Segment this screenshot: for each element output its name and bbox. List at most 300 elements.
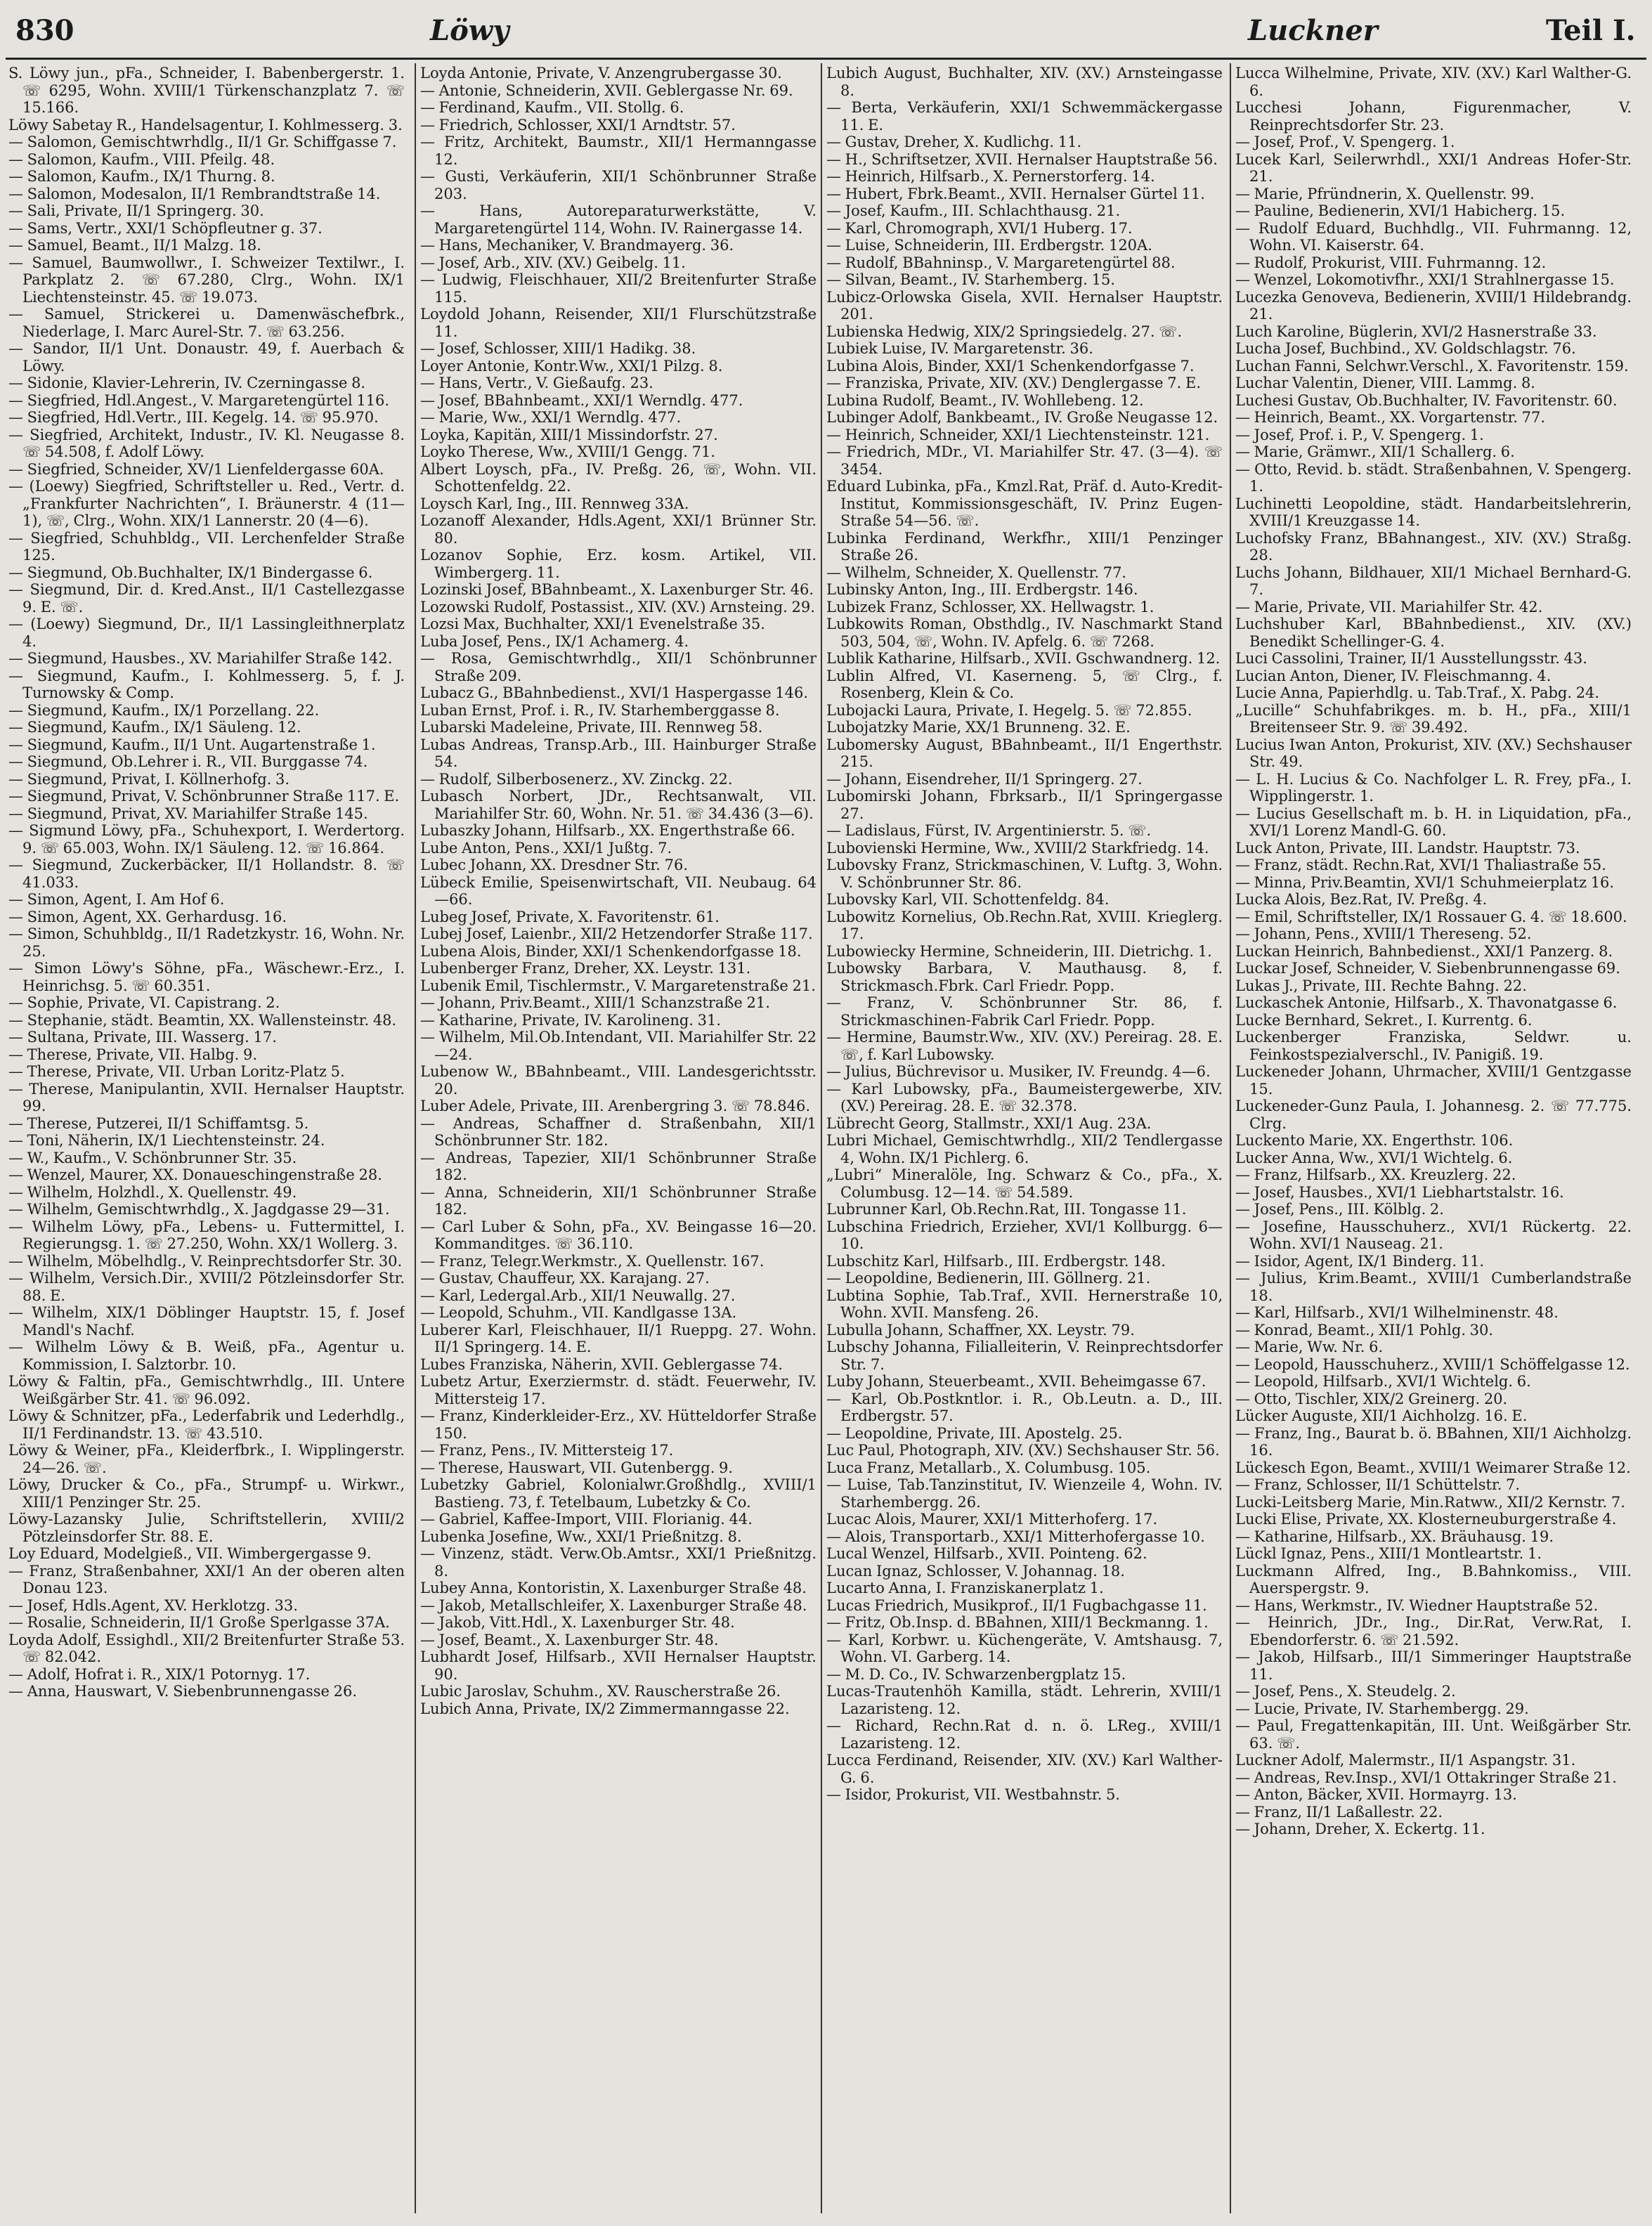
directory-entry: — Sali, Private, II/1 Springerg. 30. — [8, 202, 264, 219]
directory-entry: Luban Ernst, Prof. i. R., IV. Starhemberggasse 8. — [420, 701, 780, 719]
directory-entry: — Rudolf, Prokurist, VIII. Fuhrmanng. 12. — [1235, 254, 1547, 271]
directory-entry: — Friedrich, Schlosser, XXI/1 Arndtstr. 57. — [420, 116, 736, 134]
directory-entry: Lubinger Adolf, Bankbeamt., IV. Große Neugasse 12. — [826, 409, 1218, 426]
directory-entry: Loysch Karl, Ing., III. Rennweg 33A. — [420, 495, 689, 512]
directory-entry: Lubenik Emil, Tischlermstr., V. Margaretenstraße 21. — [420, 977, 816, 994]
directory-entry: — Hans, Autoreparaturwerkstätte, V. Margaretengürtel 114, Wohn. IV. Rainergasse 14. — [420, 202, 817, 237]
directory-entry: — Samuel, Baumwollwr., I. Schweizer Textilwr., I. Parkplatz 2. ☏ 67.280, Clrg., Wohn. IX/1 Liechtensteinstr. 45. ☏ 19.073. — [8, 254, 405, 306]
directory-entry: Lubojatzky Marie, XX/1 Brunneng. 32. E. — [826, 719, 1131, 736]
directory-entry: Lucal Wenzel, Hilfsarb., XVII. Pointeng. 62. — [826, 1545, 1147, 1562]
directory-entry: — Friedrich, MDr., VI. Mariahilfer Str. 47. (3—4). ☏ 3454. — [826, 443, 1223, 478]
directory-entry: Lubovienski Hermine, Ww., XVIII/2 Starkfriedg. 14. — [826, 839, 1209, 857]
directory-entry: — Franziska, Private, XIV. (XV.) Denglergasse 7. E. — [826, 375, 1201, 391]
directory-entry: — (Loewy) Siegmund, Dr., II/1 Lassingleithnerplatz 4. — [8, 616, 405, 650]
directory-entry: — Rudolf Eduard, Buchhdlg., VII. Fuhrmanng. 12, Wohn. VI. Kaiserstr. 64. — [1235, 219, 1632, 254]
directory-entry: Lucker Anna, Ww., XVI/1 Wichtelg. 6. — [1235, 1149, 1513, 1166]
directory-entry: — Therese, Private, VII. Urban Loritz-Platz 5. — [8, 1063, 345, 1080]
directory-entry: — L. H. Lucius & Co. Nachfolger L. R. Frey, pFa., I. Wipplingerstr. 1. — [1235, 770, 1632, 805]
directory-entry: Lucius Iwan Anton, Prokurist, XIV. (XV.) Sechshauser Str. 49. — [1235, 736, 1632, 770]
directory-entry: Loyko Therese, Ww., XVIII/1 Gengg. 71. — [420, 443, 716, 460]
directory-entry: — Lucie, Private, IV. Starhembergg. 29. — [1235, 1700, 1529, 1717]
directory-entry: Lubey Anna, Kontoristin, X. Laxenburger Straße 48. — [420, 1580, 807, 1596]
directory-entry: — Konrad, Beamt., XII/1 Pohlg. 30. — [1235, 1321, 1494, 1339]
directory-entry: — Anna, Schneiderin, XII/1 Schönbrunner Straße 182. — [420, 1183, 817, 1218]
directory-entry: — Samuel, Strickerei u. Damenwäschefbrk., Niederlage, I. Marc Aurel-Str. 7. ☏ 63.256. — [8, 306, 405, 340]
directory-entry: Lubic Jaroslav, Schuhm., XV. Rauscherstraße 26. — [420, 1683, 781, 1700]
directory-entry: Lubetzky Gabriel, Kolonialwr.Großhdlg., XVIII/1 Bastieng. 73, f. Tetelbaum, Lubetzky & Co. — [420, 1476, 817, 1511]
directory-entry: Luberer Karl, Fleischhauer, II/1 Rueppg. 27. Wohn. II/1 Springerg. 14. E. — [420, 1321, 817, 1355]
directory-entry: Lubhardt Josef, Hilfsarb., XVII Hernalser Hauptstr. 90. — [420, 1648, 817, 1683]
entry-column-3 — [826, 65, 1223, 2213]
column-divider — [821, 63, 822, 2213]
directory-entry: — Karl, Ledergal.Arb., XII/1 Neuwallg. 27. — [420, 1287, 736, 1304]
directory-entry: — Hans, Werkmstr., IV. Wiedner Hauptstraße 52. — [1235, 1596, 1599, 1614]
directory-entry: Lucke Bernhard, Sekret., I. Kurrentg. 6. — [1235, 1011, 1533, 1029]
directory-entry: — H., Schriftsetzer, XVII. Hernalser Hauptstraße 56. — [826, 150, 1218, 168]
directory-entry: Lubicz-Orlowska Gisela, XVII. Hernalser Hauptstr. 201. — [826, 288, 1223, 323]
directory-entry: Luck Anton, Private, III. Landstr. Hauptstr. 73. — [1235, 839, 1580, 857]
directory-entry: — Rudolf, BBahninsp., V. Margaretengürtel 88. — [826, 254, 1176, 271]
directory-entry: — Anton, Bäcker, XVII. Hormayrg. 13. — [1235, 1786, 1517, 1803]
directory-entry: — Wilhelm, Schneider, X. Quellenstr. 77. — [826, 564, 1127, 581]
directory-entry: — Siegmund, Privat, XV. Mariahilfer Straße 145. — [8, 805, 368, 822]
directory-entry: — Salomon, Kaufm., VIII. Pfeilg. 48. — [8, 150, 275, 168]
directory-entry: Lubasch Norbert, JDr., Rechtsanwalt, VII. Mariahilfer Str. 60, Wohn. Nr. 51. ☏ 34.436 (3—6). — [420, 788, 817, 822]
directory-entry: Luc Paul, Photograph, XIV. (XV.) Sechshauser Str. 56. — [826, 1442, 1220, 1459]
directory-entry: Lubiek Luise, IV. Margaretenstr. 36. — [826, 340, 1093, 357]
directory-entry: — Heinrich, Schneider, XXI/1 Liechtensteinstr. 121. — [826, 426, 1210, 443]
directory-entry: Luchinetti Leopoldine, städt. Handarbeitslehrerin, XVIII/1 Kreuzgasse 14. — [1235, 495, 1632, 529]
directory-entry: Löwy & Schnitzer, pFa., Lederfabrik und Lederhdlg., II/1 Ferdinandstr. 13. ☏ 43.510. — [8, 1407, 405, 1442]
directory-entry: — Rosa, Gemischtwrhdlg., XII/1 Schönbrunner Straße 209. — [420, 650, 817, 684]
directory-entry: Lubtina Sophie, Tab.Traf., XVII. Hernerstraße 10, Wohn. XVII. Mansfeng. 26. — [826, 1287, 1223, 1321]
directory-entry: — Josef, Pens., III. Kölblg. 2. — [1235, 1201, 1444, 1218]
directory-entry: Lubulla Johann, Schaffner, XX. Leystr. 79. — [826, 1321, 1135, 1339]
directory-entry: — Gabriel, Kaffee-Import, VIII. Florianig. 44. — [420, 1511, 753, 1528]
directory-entry: Lucezka Genoveva, Bedienerin, XVIII/1 Hildebrandg. 21. — [1235, 288, 1632, 323]
directory-entry: Lozanov Sophie, Erz. kosm. Artikel, VII. Wimbergerg. 11. — [420, 547, 817, 581]
directory-entry: — Gustav, Chauffeur, XX. Karajang. 27. — [420, 1270, 710, 1287]
directory-entry: — Sidonie, Klavier-Lehrerin, IV. Czerningasse 8. — [8, 375, 366, 391]
directory-entry: — Johann, Dreher, X. Eckertg. 11. — [1235, 1821, 1485, 1837]
entry-column-2 — [420, 65, 817, 2213]
directory-entry: Lozowski Rudolf, Postassist., XIV. (XV.) Arnsteing. 29. — [420, 598, 815, 616]
directory-entry: — Wilhelm, Versich.Dir., XVIII/2 Pötzleinsdorfer Str. 88. E. — [8, 1270, 405, 1304]
directory-entry: Lubri Michael, Gemischtwrhdlg., XII/2 Tendlergasse 4, Wohn. IX/1 Pichlerg. 6. — [826, 1132, 1223, 1166]
directory-entry: Luchs Johann, Bildhauer, XII/1 Michael Bernhard-G. 7. — [1235, 564, 1632, 598]
directory-entry: — Richard, Rechn.Rat d. n. ö. LReg., XVIII/1 Lazaristeng. 12. — [826, 1717, 1223, 1752]
directory-entry: — Franz, Schlosser, II/1 Schüttelstr. 7. — [1235, 1476, 1521, 1493]
directory-entry: Lucan Ignaz, Schlosser, V. Johannag. 18. — [826, 1562, 1125, 1580]
directory-entry: Lubschy Johanna, Filialleiterin, V. Reinprechtsdorfer Str. 7. — [826, 1339, 1223, 1373]
directory-entry: — Siegmund, Hausbes., XV. Mariahilfer Straße 142. — [8, 650, 393, 667]
directory-entry: Luckar Josef, Schneider, V. Siebenbrunnengasse 69. — [1235, 960, 1620, 977]
directory-entry: S. Löwy jun., pFa., Schneider, I. Babenbergerstr. 1. ☏ 6295, Wohn. XVIII/1 Türkenschanzplatz 7. ☏ 15.166. — [8, 65, 405, 116]
directory-entry: — Simon, Schuhbldg., II/1 Radetzkystr. 16, Wohn. Nr. 25. — [8, 925, 405, 960]
directory-entry: — Karl, Hilfsarb., XVI/1 Wilhelminenstr. 48. — [1235, 1304, 1559, 1321]
directory-entry: Luckmann Alfred, Ing., B.Bahnkomiss., VIII. Auerspergstr. 9. — [1235, 1562, 1632, 1596]
directory-entry: — Johann, Pens., XVIII/1 Thereseng. 52. — [1235, 925, 1532, 942]
directory-entry: Lucas Friedrich, Musikprof., II/1 Fugbachgasse 11. — [826, 1596, 1207, 1614]
directory-entry: — W., Kaufm., V. Schönbrunner Str. 35. — [8, 1149, 297, 1166]
directory-entry: — Fritz, Architekt, Baumstr., XII/1 Hermanngasse 12. — [420, 134, 817, 168]
directory-entry: Lubizek Franz, Schlosser, XX. Hellwagstr. 1. — [826, 598, 1155, 616]
directory-entry: Lucki-Leitsberg Marie, Min.Ratww., XII/2 Kernstr. 7. — [1235, 1493, 1625, 1511]
directory-entry: — Wenzel, Lokomotivfhr., XXI/1 Strahlnergasse 15. — [1235, 271, 1615, 288]
directory-entry: — Siegmund, Privat, I. Köllnerhofg. 3. — [8, 770, 290, 788]
directory-entry: — Julius, Krim.Beamt., XVIII/1 Cumberlandstraße 18. — [1235, 1270, 1632, 1304]
directory-entry: — Fritz, Ob.Insp. d. BBahnen, XIII/1 Beckmanng. 1. — [826, 1614, 1209, 1631]
directory-entry: — Leopold, Hausschuherz., XVIII/1 Schöffelgasse 12. — [1235, 1355, 1630, 1373]
directory-entry: — Salomon, Modesalon, II/1 Rembrandtstraße 14. — [8, 185, 381, 202]
right-catchword: Luckner — [1248, 14, 1378, 47]
directory-entry: — Josef, Prof., V. Spengerg. 1. — [1235, 134, 1455, 150]
directory-entry: — Paul, Fregattenkapitän, III. Unt. Weißgärber Str. 63. ☏. — [1235, 1717, 1632, 1752]
directory-entry: — Marie, Ww. Nr. 6. — [1235, 1339, 1384, 1355]
directory-entry: — Franz, Kinderkleider-Erz., XV. Hütteldorfer Straße 150. — [420, 1407, 817, 1442]
directory-entry: — Wilhelm, Gemischtwrhdlg., X. Jagdgasse 29—31. — [8, 1201, 390, 1218]
directory-entry: — Franz, Straßenbahner, XXI/1 An der oberen alten Donau 123. — [8, 1562, 405, 1596]
directory-entry: Lucie Anna, Papierhdlg. u. Tab.Traf., X. Pabg. 24. — [1235, 684, 1600, 701]
directory-entry: — Siegmund, Kaufm., II/1 Unt. Augartenstraße 1. — [8, 736, 376, 753]
directory-entry: — Karl Lubowsky, pFa., Baumeistergewerbe, XIV. (XV.) Pereirag. 28. E. ☏ 32.378. — [826, 1080, 1223, 1114]
directory-entry: — Siegmund, Dir. d. Kred.Anst., II/1 Castellezgasse 9. E. ☏. — [8, 581, 405, 616]
directory-entry: — Hubert, Fbrk.Beamt., XVII. Hernalser Gürtel 11. — [826, 185, 1205, 202]
directory-entry: — Ludwig, Fleischhauer, XII/2 Breitenfurter Straße 115. — [420, 271, 817, 306]
directory-entry: — Josef, Arb., XIV. (XV.) Geibelg. 11. — [420, 254, 686, 271]
directory-entry: — Franz, Hilfsarb., XX. Kreuzlerg. 22. — [1235, 1166, 1516, 1183]
entry-column-4 — [1235, 65, 1632, 2213]
directory-entry: Luca Franz, Metallarb., X. Columbusg. 105. — [826, 1459, 1151, 1476]
page-header — [0, 0, 1652, 58]
directory-entry: — Minna, Priv.Beamtin, XVI/1 Schuhmeierplatz 16. — [1235, 873, 1615, 891]
directory-entry: Lucca Ferdinand, Reisender, XIV. (XV.) Karl Walther-G. 6. — [826, 1752, 1223, 1786]
directory-entry: Loydold Johann, Reisender, XII/1 Flurschützstraße 11. — [420, 306, 817, 340]
directory-entry: — Leopoldine, Bedienerin, III. Göllnerg. 21. — [826, 1270, 1151, 1287]
directory-entry: Löwy, Drucker & Co., pFa., Strumpf- u. Wirkwr., XIII/1 Penzinger Str. 25. — [8, 1476, 405, 1511]
directory-entry: — Ferdinand, Kaufm., VII. Stollg. 6. — [420, 99, 684, 116]
directory-entry: — Wenzel, Maurer, XX. Donaueschingenstraße 28. — [8, 1166, 382, 1183]
directory-entry: — Heinrich, Beamt., XX. Vorgartenstr. 77. — [1235, 409, 1546, 426]
directory-entry: Luber Adele, Private, III. Arenbergring 3. ☏ 78.846. — [420, 1098, 811, 1114]
directory-entry: — Franz, Ing., Baurat b. ö. BBahnen, XII/1 Aichholzg. 16. — [1235, 1424, 1632, 1459]
directory-entry: Löwy Sabetay R., Handelsagentur, I. Kohlmesserg. 3. — [8, 116, 403, 134]
directory-entry: — Sophie, Private, VI. Capistrang. 2. — [8, 994, 280, 1011]
directory-entry: Luchshuber Karl, BBahnbedienst., XIV. (XV.) Benedikt Schellinger-G. 4. — [1235, 616, 1632, 650]
directory-entry: — Siegmund, Kaufm., IX/1 Porzellang. 22. — [8, 701, 320, 719]
directory-entry: Lubich August, Buchhalter, XIV. (XV.) Arnsteingasse 8. — [826, 65, 1223, 99]
directory-entry: — Salomon, Gemischtwrhdlg., II/1 Gr. Schiffgasse 7. — [8, 134, 397, 150]
directory-entry: Lubkowits Roman, Obsthdlg., IV. Naschmarkt Stand 503, 504, ☏, Wohn. IV. Apfelg. 6. ☏ 7268. — [826, 616, 1223, 650]
directory-entry: — Stephanie, städt. Beamtin, XX. Wallensteinstr. 48. — [8, 1011, 397, 1029]
directory-entry: — Karl, Ob.Postkntlor. i. R., Ob.Leutn. a. D., III. Erdbergstr. 57. — [826, 1390, 1223, 1424]
directory-entry: Lukas J., Private, III. Rechte Bahng. 22. — [1235, 977, 1527, 994]
directory-entry: — Katharine, Hilfsarb., XX. Bräuhausg. 19. — [1235, 1528, 1554, 1545]
directory-entry: — Siegmund, Kaufm., IX/1 Säuleng. 12. — [8, 719, 301, 736]
directory-entry: — Heinrich, JDr., Ing., Dir.Rat, Verw.Rat, I. Ebendorferstr. 6. ☏ 21.592. — [1235, 1614, 1632, 1648]
directory-entry: Lubowsky Barbara, V. Mauthausg. 8, f. Strickmasch.Fbrk. Carl Friedr. Popp. — [826, 960, 1223, 994]
directory-entry: Lubienska Hedwig, XIX/2 Springsiedelg. 27. ☏. — [826, 323, 1183, 340]
directory-entry: — Therese, Manipulantin, XVII. Hernalser Hauptstr. 99. — [8, 1080, 405, 1114]
directory-entry: — Siegmund, Ob.Buchhalter, IX/1 Bindergasse 6. — [8, 564, 373, 581]
directory-entry: — Josef, Hausbes., XVI/1 Liebhartstalstr. 16. — [1235, 1183, 1564, 1201]
directory-entry: — Lucius Gesellschaft m. b. H. in Liquidation, pFa., XVI/1 Lorenz Mandl-G. 60. — [1235, 805, 1632, 839]
directory-entry: Loyda Adolf, Essighdl., XII/2 Breitenfurter Straße 53. ☏ 82.042. — [8, 1631, 405, 1665]
directory-entry: Lubina Alois, Binder, XXI/1 Schenkendorfgasse 7. — [826, 357, 1195, 375]
directory-entry: — Sams, Vertr., XXI/1 Schöpfleutner g. 37. — [8, 219, 323, 237]
directory-entry: Lubacz G., BBahnbedienst., XVI/1 Haspergasse 146. — [420, 684, 809, 701]
directory-entry: — Jakob, Hilfsarb., III/1 Simmeringer Hauptstraße 11. — [1235, 1648, 1632, 1683]
directory-entry: — Franz, V. Schönbrunner Str. 86, f. Strickmaschinen-Fabrik Carl Friedr. Popp. — [826, 994, 1223, 1029]
directory-entry: — Ladislaus, Fürst, IV. Argentinierstr. 5. ☏. — [826, 822, 1152, 839]
directory-entry: — Salomon, Kaufm., IX/1 Thurng. 8. — [8, 168, 275, 185]
directory-entry: Luckeneder-Gunz Paula, I. Johannesg. 2. ☏ 77.775. Clrg. — [1235, 1098, 1632, 1132]
directory-entry: Lückl Ignaz, Pens., XIII/1 Montleartstr. 1. — [1235, 1545, 1542, 1562]
directory-entry: Luckenberger Franziska, Seldwr. u. Feinkostspezialverschl., IV. Panigiß. 19. — [1235, 1029, 1632, 1063]
directory-entry: — Josef, Prof. i. P., V. Spengerg. 1. — [1235, 426, 1484, 443]
directory-entry: Lübeck Emilie, Speisenwirtschaft, VII. Neubaug. 64—66. — [420, 873, 817, 908]
directory-entry: Lubenow W., BBahnbeamt., VIII. Landesgerichtsstr. 20. — [420, 1063, 817, 1098]
directory-entry: — Julius, Büchrevisor u. Musiker, IV. Freundg. 4—6. — [826, 1063, 1211, 1080]
directory-entry: Lubenka Josefine, Ww., XXI/1 Prießnitzg. 8. — [420, 1528, 742, 1545]
directory-entry: — Siegfried, Schuhbldg., VII. Lerchenfelder Straße 125. — [8, 529, 405, 564]
directory-entry: Lucek Karl, Seilerwrhdl., XXI/1 Andreas Hofer-Str. 21. — [1235, 150, 1632, 185]
directory-entry: — M. D. Co., IV. Schwarzenbergplatz 15. — [826, 1665, 1126, 1683]
directory-entry: — Hans, Mechaniker, V. Brandmayerg. 36. — [420, 237, 734, 254]
directory-entry: — Adolf, Hofrat i. R., XIX/1 Potornyg. 17. — [8, 1665, 311, 1683]
directory-entry: — Marie, Ww., XXI/1 Werndlg. 477. — [420, 409, 682, 426]
directory-entry: — Marie, Private, VII. Mariahilfer Str. 42. — [1235, 598, 1543, 616]
directory-entry: Lucac Alois, Maurer, XXI/1 Mitterhoferg. 17. — [826, 1511, 1158, 1528]
directory-entry: Löwy-Lazansky Julie, Schriftstellerin, XVIII/2 Pötzleinsdorfer Str. 88. E. — [8, 1511, 405, 1545]
directory-entry: — Josef, Beamt., X. Laxenburger Str. 48. — [420, 1631, 719, 1648]
directory-entry: Lozsi Max, Buchhalter, XXI/1 Evenelstraße 35. — [420, 616, 765, 632]
directory-entry: Loyda Antonie, Private, V. Anzengrubergasse 30. — [420, 65, 782, 82]
directory-entry: Lucchesi Johann, Figurenmacher, V. Reinprechtsdorfer Str. 23. — [1235, 99, 1632, 134]
directory-entry: — Josef, Kaufm., III. Schlachthausg. 21. — [826, 202, 1121, 219]
directory-entry: Luchofsky Franz, BBahnangest., XIV. (XV.) Straßg. 28. — [1235, 529, 1632, 564]
directory-entry: — Silvan, Beamt., IV. Starhemberg. 15. — [826, 271, 1116, 288]
directory-entry: — Antonie, Schneiderin, XVII. Geblergasse Nr. 69. — [420, 82, 793, 99]
directory-entry: Lubinka Ferdinand, Werkfhr., XIII/1 Penzinger Straße 26. — [826, 529, 1223, 564]
directory-entry: Lubschina Friedrich, Erzieher, XVI/1 Kollburgg. 6—10. — [826, 1218, 1223, 1252]
directory-entry: — Anna, Hauswart, V. Siebenbrunnengasse 26. — [8, 1683, 358, 1700]
directory-entry: Eduard Lubinka, pFa., Kmzl.Rat, Präf. d. Auto-Kredit-Institut, Kommissionsgeschäft, IV. Prinz Eugen-Straße 54—56. ☏. — [826, 478, 1223, 529]
directory-entry: — Andreas, Schaffner d. Straßenbahn, XII/1 Schönbrunner Str. 182. — [420, 1114, 817, 1149]
directory-entry: — Siegfried, Hdl.Vertr., III. Kegelg. 14. ☏ 95.970. — [8, 409, 379, 426]
directory-entry: Luckner Adolf, Malermstr., II/1 Aspangstr. 31. — [1235, 1752, 1576, 1769]
directory-entry: — Berta, Verkäuferin, XXI/1 Schwemmäckergasse 11. E. — [826, 99, 1223, 134]
directory-entry: — Jakob, Vitt.Hdl., X. Laxenburger Str. 48. — [420, 1614, 735, 1631]
directory-entry: Lube Anton, Pens., XXI/1 Jußtg. 7. — [420, 839, 672, 857]
directory-entry: — Jakob, Metallschleifer, X. Laxenburger Straße 48. — [420, 1596, 807, 1614]
directory-entry: Luchesi Gustav, Ob.Buchhalter, IV. Favoritenstr. 60. — [1235, 391, 1618, 409]
directory-entry: Lubomersky August, BBahnbeamt., II/1 Engerthstr. 215. — [826, 736, 1223, 770]
directory-entry: — Luise, Tab.Tanzinstitut, IV. Wienzeile 4, Wohn. IV. Starhembergg. 26. — [826, 1476, 1223, 1511]
directory-entry: — Franz, II/1 Laßallestr. 22. — [1235, 1803, 1443, 1821]
directory-entry: — Otto, Tischler, XIX/2 Greinerg. 20. — [1235, 1390, 1508, 1407]
directory-entry: — Emil, Schriftsteller, IX/1 Rossauer G. 4. ☏ 18.600. — [1235, 908, 1627, 925]
directory-entry: — Siegmund, Zuckerbäcker, II/1 Hollandstr. 8. ☏ 41.033. — [8, 857, 405, 891]
directory-entry: Lubetz Artur, Exerziermstr. d. städt. Feuerwehr, IV. Mittersteig 17. — [420, 1373, 817, 1407]
directory-entry: Lubinsky Anton, Ing., III. Erdbergstr. 146. — [826, 581, 1138, 598]
directory-entry: — Josef, Hdls.Agent, XV. Herklotzg. 33. — [8, 1596, 298, 1614]
directory-entry: Lucas-Trautenhöh Kamilla, städt. Lehrerin, XVIII/1 Lazaristeng. 12. — [826, 1683, 1223, 1717]
directory-entry: — Josefine, Hausschuherz., XVI/1 Rückertg. 22. Wohn. XVI/1 Nauseag. 21. — [1235, 1218, 1632, 1252]
directory-entry: Lubina Rudolf, Beamt., IV. Wohllebeng. 12. — [826, 391, 1144, 409]
directory-entry: Lubaszky Johann, Hilfsarb., XX. Engerthstraße 66. — [420, 822, 795, 839]
directory-entry: — Wilhelm, Mil.Ob.Intendant, VII. Mariahilfer Str. 22—24. — [420, 1029, 817, 1063]
directory-entry: — Leopold, Hilfsarb., XVI/1 Wichtelg. 6. — [1235, 1373, 1531, 1390]
directory-entry: Luci Cassolini, Trainer, II/1 Ausstellungsstr. 43. — [1235, 650, 1587, 667]
directory-entry: — Rudolf, Silberbosenerz., XV. Zinckg. 22. — [420, 770, 733, 788]
directory-entry: — Katharine, Private, IV. Karolineng. 31. — [420, 1011, 722, 1029]
directory-entry: Lubarski Madeleine, Private, III. Rennweg 58. — [420, 719, 763, 736]
directory-entry: Lubes Franziska, Näherin, XVII. Geblergasse 74. — [420, 1355, 783, 1373]
directory-entry: Luch Karoline, Büglerin, XVI/2 Hasnerstraße 33. — [1235, 323, 1597, 340]
directory-entry: — Isidor, Agent, IX/1 Binderg. 11. — [1235, 1252, 1485, 1270]
directory-entry: Lucca Wilhelmine, Private, XIV. (XV.) Karl Walther-G. 6. — [1235, 65, 1632, 99]
directory-entry: — Karl, Chromograph, XVI/1 Huberg. 17. — [826, 219, 1133, 237]
directory-entry: Löwy & Faltin, pFa., Gemischtwrhdlg., III. Untere Weißgärber Str. 41. ☏ 96.092. — [8, 1373, 405, 1407]
directory-entry: Lozanoff Alexander, Hdls.Agent, XXI/1 Brünner Str. 80. — [420, 512, 817, 547]
part-label: Teil I. — [1546, 14, 1636, 47]
directory-entry: Lublin Alfred, VI. Kaserneng. 5, ☏ Clrg., f. Rosenberg, Klein & Co. — [826, 667, 1223, 701]
directory-entry: — Josef, Pens., X. Steudelg. 2. — [1235, 1683, 1456, 1700]
left-catchword: Löwy — [430, 14, 509, 47]
directory-entry: Lucian Anton, Diener, IV. Fleischmanng. 4. — [1235, 667, 1552, 684]
directory-entry: — Samuel, Beamt., II/1 Malzg. 18. — [8, 237, 261, 254]
directory-entry: Lubec Johann, XX. Dresdner Str. 76. — [420, 857, 689, 873]
directory-entry: „Lucille“ Schuhfabrikges. m. b. H., pFa., XIII/1 Breitenseer Str. 9. ☏ 39.492. — [1235, 701, 1632, 736]
directory-entry: — Simon, Agent, I. Am Hof 6. — [8, 891, 225, 908]
directory-entry: — Rosalie, Schneiderin, II/1 Große Sperlgasse 37A. — [8, 1614, 390, 1631]
directory-entry: Lucki Elise, Private, XX. Klosterneuburgerstraße 4. — [1235, 1511, 1617, 1528]
directory-entry: Luckaschek Antonie, Hilfsarb., X. Thavonatgasse 6. — [1235, 994, 1618, 1011]
directory-entry: Luby Johann, Steuerbeamt., XVII. Beheimgasse 67. — [826, 1373, 1207, 1390]
directory-entry: — Therese, Putzerei, II/1 Schiffamtsg. 5. — [8, 1114, 309, 1132]
page-number: 830 — [15, 14, 74, 47]
directory-entry: Lubschitz Karl, Hilfsarb., III. Erdbergstr. 148. — [826, 1252, 1166, 1270]
directory-entry: — Marie, Grämwr., XII/1 Schallerg. 6. — [1235, 443, 1515, 460]
directory-entry: — Heinrich, Hilfsarb., X. Pernerstorferg. 14. — [826, 168, 1155, 185]
directory-entry: — Sultana, Private, III. Wasserg. 17. — [8, 1029, 277, 1046]
directory-entry: „Lubri“ Mineralöle, Ing. Schwarz & Co., pFa., X. Columbusg. 12—14. ☏ 54.589. — [826, 1166, 1223, 1201]
directory-entry: — Otto, Revid. b. städt. Straßenbahnen, V. Spengerg. 1. — [1235, 460, 1632, 495]
directory-entry: Lucka Alois, Bez.Rat, IV. Preßg. 4. — [1235, 891, 1488, 908]
directory-entry: — Josef, Schlosser, XIII/1 Hadikg. 38. — [420, 340, 696, 357]
directory-entry: Lublik Katharine, Hilfsarb., XVII. Gschwandnerg. 12. — [826, 650, 1221, 667]
directory-entry: Luckeneder Johann, Uhrmacher, XVIII/1 Gentzgasse 15. — [1235, 1063, 1632, 1098]
directory-entry: — Simon Löwy's Söhne, pFa., Wäschewr.-Erz., I. Heinrichsg. 5. ☏ 60.351. — [8, 960, 405, 994]
directory-entry: — Hermine, Baumstr.Ww., XIV. (XV.) Pereirag. 28. E. ☏, f. Karl Lubowsky. — [826, 1029, 1223, 1063]
directory-entry: Lubena Alois, Binder, XXI/1 Schenkendorfgasse 18. — [420, 942, 802, 960]
directory-entry: — Gustav, Dreher, X. Kudlichg. 11. — [826, 134, 1082, 150]
directory-entry: Loyka, Kapitän, XIII/1 Missindorfstr. 27. — [420, 426, 718, 443]
directory-entry: — Gusti, Verkäuferin, XII/1 Schönbrunner Straße 203. — [420, 168, 817, 202]
directory-entry: — Karl, Korbwr. u. Küchengeräte, V. Amtshausg. 7, Wohn. VI. Garberg. 14. — [826, 1631, 1223, 1665]
column-divider — [1230, 63, 1231, 2213]
directory-entry: Lubrunner Karl, Ob.Rechn.Rat, III. Tongasse 11. — [826, 1201, 1187, 1218]
directory-entry: — Therese, Hauswart, VII. Gutenbergg. 9. — [420, 1459, 734, 1476]
directory-entry: Lucha Josef, Buchbind., XV. Goldschlagstr. 76. — [1235, 340, 1576, 357]
directory-entry: — Wilhelm, XIX/1 Döblinger Hauptstr. 15, f. Josef Mandl's Nachf. — [8, 1304, 405, 1339]
directory-entry: Lubowitz Kornelius, Ob.Rechn.Rat, XVIII. Krieglerg. 17. — [826, 908, 1223, 942]
directory-entry: — Leopoldine, Private, III. Apostelg. 25. — [826, 1424, 1123, 1442]
directory-entry: — Josef, BBahnbeamt., XXI/1 Werndlg. 477. — [420, 391, 743, 409]
directory-entry: Lubojacki Laura, Private, I. Hegelg. 5. ☏ 72.855. — [826, 701, 1192, 719]
directory-entry: — Siegmund, Privat, V. Schönbrunner Straße 117. E. — [8, 788, 400, 805]
directory-entry: — Luise, Schneiderin, III. Erdbergstr. 120A. — [826, 237, 1152, 254]
directory-entry: — Pauline, Bedienerin, XVI/1 Habicherg. 15. — [1235, 202, 1566, 219]
directory-entry: — Simon, Agent, XX. Gerhardusg. 16. — [8, 908, 287, 925]
directory-entry: — (Loewy) Siegfried, Schriftsteller u. Red., Vertr. d. „Frankfurter Nachrichten“, I. Bräunerstr. 4 (11—1), ☏, Clrg., Wohn. XIX/1 Lannerstr. 20 (4—6). — [8, 478, 405, 529]
directory-entry: — Siegfried, Hdl.Angest., V. Margaretengürtel 116. — [8, 391, 390, 409]
directory-entry: — Franz, Telegr.Werkmstr., X. Quellenstr. 167. — [420, 1252, 765, 1270]
directory-entry: — Alois, Transportarb., XXI/1 Mitterhofergasse 10. — [826, 1528, 1205, 1545]
directory-entry: Loy Eduard, Modelgieß., VII. Wimbergergasse 9. — [8, 1545, 372, 1562]
directory-entry: — Franz, städt. Rechn.Rat, XVI/1 Thaliastraße 55. — [1235, 857, 1606, 873]
directory-entry: — Johann, Eisendreher, II/1 Springerg. 27. — [826, 770, 1143, 788]
directory-entry: Lübrecht Georg, Stallmstr., XXI/1 Aug. 23A. — [826, 1114, 1152, 1132]
directory-entry: — Isidor, Prokurist, VII. Westbahnstr. 5. — [826, 1786, 1120, 1803]
directory-entry: Luchan Fanni, Selchwr.Verschl., X. Favoritenstr. 159. — [1235, 357, 1629, 375]
directory-entry: Lozinski Josef, BBahnbeamt., X. Laxenburger Str. 46. — [420, 581, 814, 598]
directory-entry: — Franz, Pens., IV. Mittersteig 17. — [420, 1442, 674, 1459]
entry-column-1 — [8, 65, 405, 2213]
directory-entry: — Wilhelm, Holzhdl., X. Quellenstr. 49. — [8, 1183, 297, 1201]
directory-entry: Lubeg Josef, Private, X. Favoritenstr. 61. — [420, 908, 720, 925]
directory-entry: — Johann, Priv.Beamt., XIII/1 Schanzstraße 21. — [420, 994, 770, 1011]
directory-entry: — Siegfried, Schneider, XV/1 Lienfeldergasse 60A. — [8, 460, 384, 478]
directory-entry: Lubomirski Johann, Fbrksarb., II/1 Springergasse 27. — [826, 788, 1223, 822]
directory-entry: Loyer Antonie, Kontr.Ww., XXI/1 Pilzg. 8. — [420, 357, 723, 375]
directory-entry: — Andreas, Tapezier, XII/1 Schönbrunner Straße 182. — [420, 1149, 817, 1183]
directory-entry: Löwy & Weiner, pFa., Kleiderfbrk., I. Wipplingerstr. 24—26. ☏. — [8, 1442, 405, 1476]
column-divider — [415, 63, 416, 2213]
header-rule — [6, 58, 1646, 60]
directory-entry: — Carl Luber & Sohn, pFa., XV. Beingasse 16—20. Kommanditges. ☏ 36.110. — [420, 1218, 817, 1252]
directory-entry: — Wilhelm Löwy, pFa., Lebens- u. Futtermittel, I. Regierungsg. 1. ☏ 27.250, Wohn. XX/1 Wollerg. 3. — [8, 1218, 405, 1252]
directory-entry: — Sandor, II/1 Unt. Donaustr. 49, f. Auerbach & Löwy. — [8, 340, 405, 375]
directory-entry: Luckento Marie, XX. Engerthstr. 106. — [1235, 1132, 1514, 1149]
directory-entry: — Siegmund, Ob.Lehrer i. R., VII. Burggasse 74. — [8, 753, 368, 770]
directory-entry: Luchar Valentin, Diener, VIII. Lammg. 8. — [1235, 375, 1535, 391]
directory-entry: Luckan Heinrich, Bahnbedienst., XXI/1 Panzerg. 8. — [1235, 942, 1613, 960]
directory-entry: Lücker Auguste, XII/1 Aichholzg. 16. E. — [1235, 1407, 1528, 1424]
directory-entry: Lubenberger Franz, Dreher, XX. Leystr. 131. — [420, 960, 751, 977]
directory-entry: Luba Josef, Pens., IX/1 Achamerg. 4. — [420, 632, 689, 650]
directory-entry: Lubich Anna, Private, IX/2 Zimmermanngasse 22. — [420, 1700, 790, 1717]
directory-entry: — Sigmund Löwy, pFa., Schuhexport, I. Werdertorg. 9. ☏ 65.003, Wohn. IX/1 Säuleng. 12. ☏ 16.864. — [8, 822, 405, 857]
directory-entry: Lucarto Anna, I. Franziskanerplatz 1. — [826, 1580, 1104, 1596]
directory-entry: — Vinzenz, städt. Verw.Ob.Amtsr., XXI/1 Prießnitzg. 8. — [420, 1545, 817, 1580]
directory-entry: Lubovsky Franz, Strickmaschinen, V. Luftg. 3, Wohn. V. Schönbrunner Str. 86. — [826, 857, 1223, 891]
directory-entry: Lückesch Egon, Beamt., XVIII/1 Weimarer Straße 12. — [1235, 1459, 1631, 1476]
directory-entry: Albert Loysch, pFa., IV. Preßg. 26, ☏, Wohn. VII. Schottenfeldg. 22. — [420, 460, 817, 495]
directory-entry: — Leopold, Schuhm., VII. Kandlgasse 13A. — [420, 1304, 737, 1321]
directory-entry: — Hans, Vertr., V. Gießaufg. 23. — [420, 375, 653, 391]
directory-entry: — Andreas, Rev.Insp., XVI/1 Ottakringer Straße 21. — [1235, 1769, 1617, 1786]
directory-entry: — Therese, Private, VII. Halbg. 9. — [8, 1046, 258, 1063]
directory-entry: Lubas Andreas, Transp.Arb., III. Hainburger Straße 54. — [420, 736, 817, 770]
directory-entry: Lubowiecky Hermine, Schneiderin, III. Dietrichg. 1. — [826, 942, 1212, 960]
directory-entry: — Wilhelm Löwy & B. Weiß, pFa., Agentur u. Kommission, I. Salztorbr. 10. — [8, 1339, 405, 1373]
directory-entry: — Siegmund, Kaufm., I. Kohlmesserg. 5, f. J. Turnowsky & Comp. — [8, 667, 405, 701]
directory-entry: — Marie, Pfründnerin, X. Quellenstr. 99. — [1235, 185, 1535, 202]
directory-entry: — Siegfried, Architekt, Industr., IV. Kl. Neugasse 8. ☏ 54.508, f. Adolf Löwy. — [8, 426, 405, 460]
directory-entry: — Toni, Näherin, IX/1 Liechtensteinstr. 24. — [8, 1132, 325, 1149]
